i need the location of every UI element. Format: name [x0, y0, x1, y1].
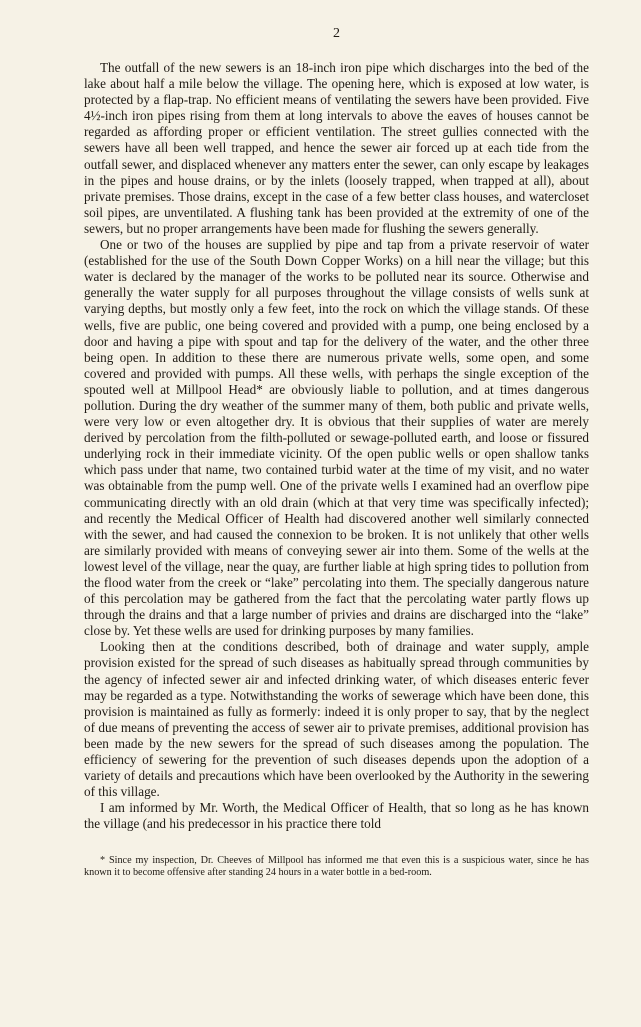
paragraph-water-supply: One or two of the houses are supplied by pipe and tap from a private reservoir of water (established for the use of the South Down Copper Works) on a hill near the village; but this water is declared by the manager of the works to be polluted near its source. Otherwise and generally the water supply for all purposes throughout the village consists of wells sunk at varying depths, but mostly only a few feet, into the rock on which the village stands. Of these wells, five are public, one being covered and provided with a pump, one being enclosed by a door and having a pipe with spout and tap for the delivery of the water, and the other three being open. In addition to these there are numerous private wells, some open, and some covered and provided with pumps. All these wells, with perhaps the single exception of the spouted well at Millpool Head* are obviously liable to pollution, and at times dangerous pollution. During the dry weather of the summer many of them, both public and private wells, were very low or even altogether dry. It is obvious that their supplies of water are merely derived by percolation from the filth-polluted or sewage-polluted earth, and loose or fissured underlying rock in their immediate vicinity. Of the open public wells or open shallow tanks which pass under that name, two contained turbid water at the time of my visit, and no water was obtainable from the pump well. One of the private wells I examined had an overflow pipe communicating directly with an old drain (which at that very time was specifically infected); and recently the Medical Officer of Health had discovered another well similarly connected with the sewer, and had caused the connexion to be broken. It is not unlikely that other wells are similarly provided with means of conveying sewer air into them. Some of the wells at the lowest level of the village, near the quay, are further liable at high spring tides to pollution from the flood water from the creek or “lake” percolating into them. The specially dangerous nature of this percolation may be gathered from the fact that the percolating water partly flows up through the drains and that a large number of privies and drains are discharged into the “lake” close by. Yet these wells are used for drinking purposes by many families. — [84, 237, 589, 639]
page-number: 2 — [333, 26, 340, 41]
paragraph-conditions: Looking then at the conditions described, both of drainage and water supply, ample provision existed for the spread of such diseases as habitually spread through communities by the agency of infected sewer air and infected drinking water, of which diseases enteric fever may be regarded as a type. Notwithstanding the works of sewerage which have been done, this provision is maintained as fully as formerly: indeed it is only proper to say, that by the neglect of due means of preventing the access of sewer air to private premises, additional provision has been made by the new sewers for the spread of such diseases among the population. The efficiency of sewering for the prevention of such diseases depends upon the adoption of a variety of details and precautions which have been overlooked by the Authority in the sewering of this village. — [84, 639, 589, 800]
paragraph-outfall: The outfall of the new sewers is an 18-inch iron pipe which discharges into the bed of the lake about half a mile below the village. The opening here, which is exposed at low water, is protected by a flap-trap. No efficient means of ventilating the sewers have been provided. Five 4½-inch iron pipes rising from them at long intervals to above the eaves of houses cannot be regarded as affording proper or efficient ventilation. The street gullies connected with the sewers have all been well trapped, and hence the sewer air forced up at each tide from the outfall sewer, and displaced whenever any matters enter the sewer, can only escape by leakages in the pipes and house drains, or by the inlets (loosely trapped, when trapped at all), about private premises. Those drains, except in the case of a few better class houses, and watercloset soil pipes, are unventilated. A flushing tank has been provided at the extremity of one of the sewers, but no proper arrangements have been made for flushing the sewers generally. — [84, 60, 589, 236]
paragraph-medical-officer: I am informed by Mr. Worth, the Medical Officer of Health, that so long as he has known the village (and his predecessor in his practice there told — [84, 800, 589, 832]
body-text — [84, 60, 589, 833]
footnote: * Since my inspection, Dr. Cheeves of Millpool has informed me that even this is a suspicious water, since he has known it to become offensive after standing 24 hours in a water bottle in a bed-room. — [84, 854, 589, 879]
